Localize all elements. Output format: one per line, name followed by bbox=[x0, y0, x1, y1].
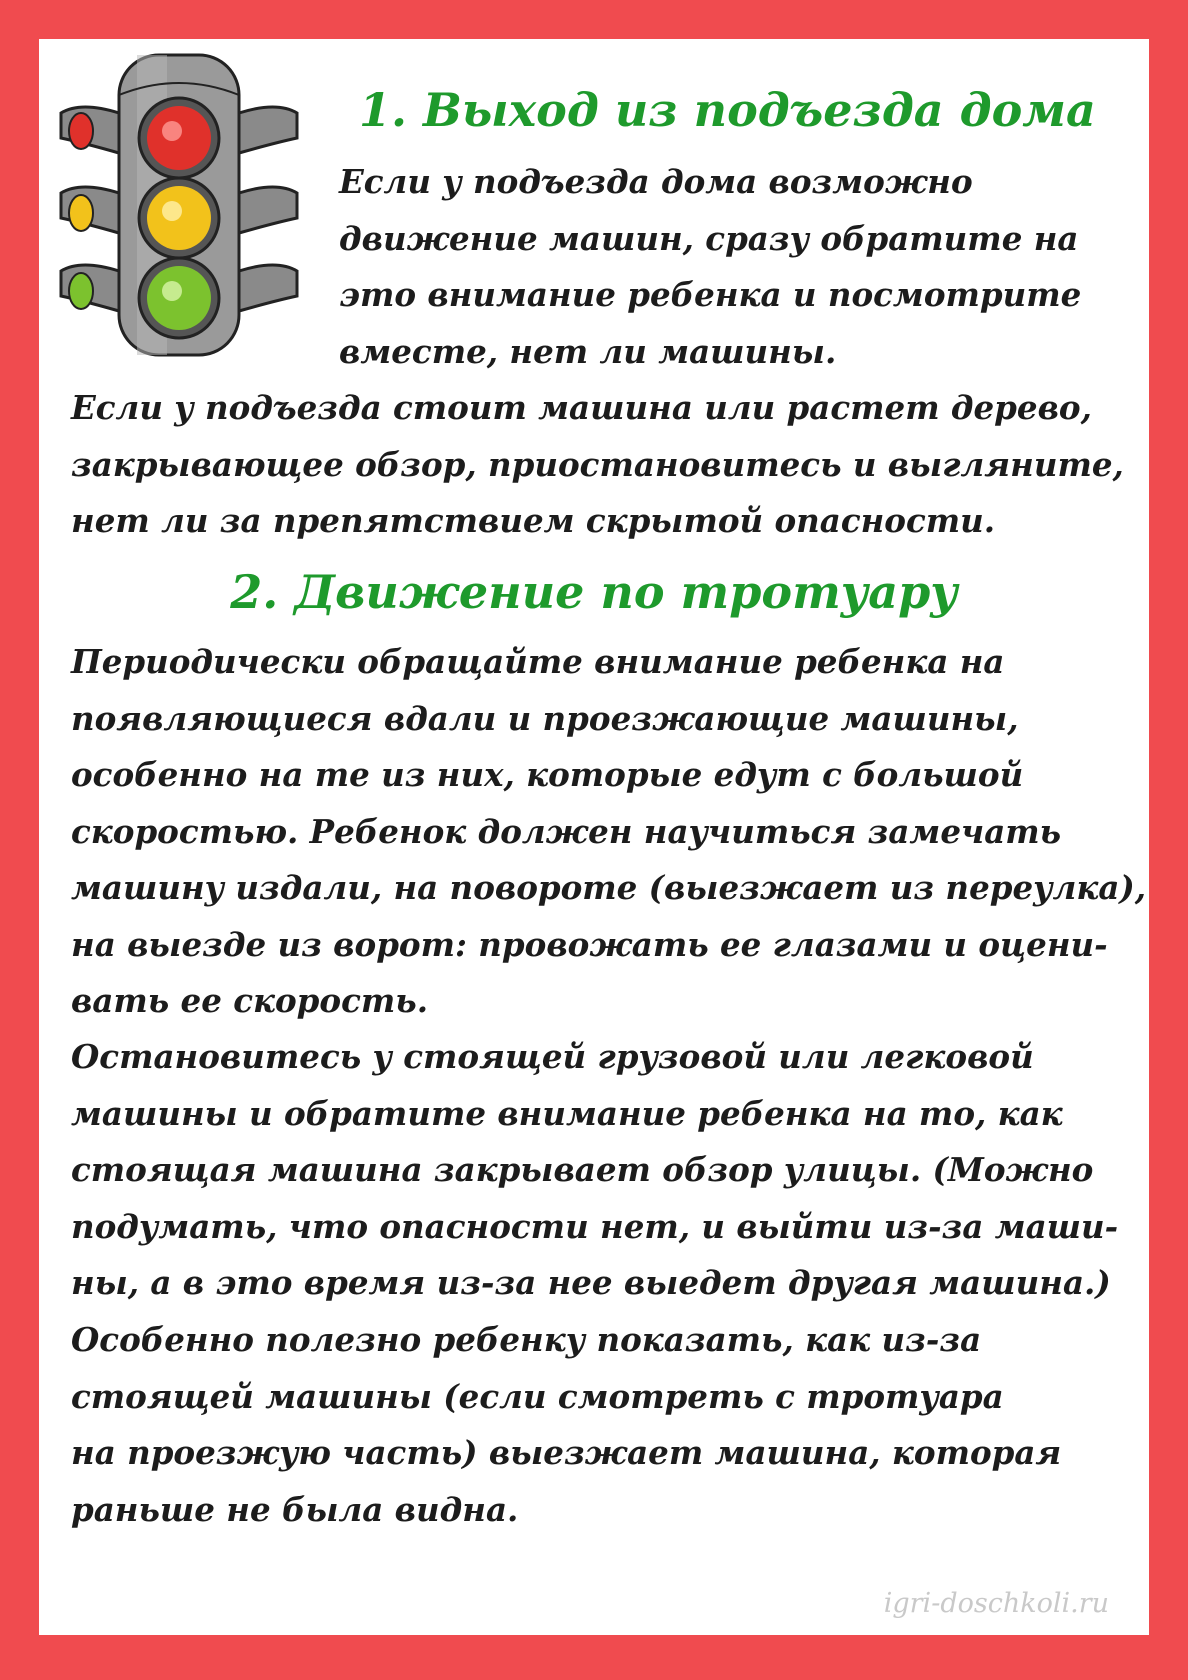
text-line: закрывающее обзор, приостановитесь и выгляните, bbox=[71, 444, 1124, 484]
text-line: Если у подъезда стоит машина или растет дерево, bbox=[71, 388, 1092, 427]
text-line: Периодически обращайте внимание ребенка на bbox=[71, 642, 1005, 681]
text-line: вместе, нет ли машины. bbox=[339, 331, 837, 371]
section-2-paragraph-2 bbox=[71, 1029, 1118, 1312]
text-line: подумать, что опасности нет, и выйти из-за маши- bbox=[71, 1206, 1119, 1246]
traffic-light-icon bbox=[59, 53, 299, 363]
section-1-title: 1. Выход из подъезда дома bbox=[359, 83, 1096, 137]
section-2-paragraph-3 bbox=[71, 1312, 1061, 1538]
text-line: машину издали, на повороте (выезжает из переулка), bbox=[71, 868, 1147, 907]
text-line: на выезде из ворот: провожать ее глазами и оцени- bbox=[71, 924, 1108, 964]
text-line: Если у подъезда дома возможно bbox=[339, 162, 973, 201]
text-line: стоящая машина закрывает обзор улицы. (Можно bbox=[71, 1150, 1094, 1189]
text-line: Особенно полезно ребенку показать, как из-за bbox=[71, 1320, 982, 1359]
site-watermark: igri-doschkoli.ru bbox=[883, 1588, 1109, 1619]
text-line: особенно на те из них, которые едут с большой bbox=[71, 755, 1024, 794]
text-line: появляющиеся вдали и проезжающие машины, bbox=[71, 698, 1019, 738]
section-1-paragraph-2 bbox=[71, 380, 1124, 550]
text-line: ны, а в это время из-за нее выедет другая машина.) bbox=[71, 1263, 1111, 1302]
poster-sheet bbox=[39, 39, 1149, 1635]
text-line: Остановитесь у стоящей грузовой или легковой bbox=[71, 1037, 1034, 1076]
text-line: на проезжую часть) выезжает машина, которая bbox=[71, 1433, 1062, 1472]
text-line: скоростью. Ребенок должен научиться замечать bbox=[71, 811, 1062, 851]
section-2-title: 2. Движение по тротуару bbox=[230, 565, 958, 619]
text-line: нет ли за препятствием скрытой опасности. bbox=[71, 501, 996, 540]
section-2-paragraph-1 bbox=[71, 634, 1146, 1030]
text-line: это внимание ребенка и посмотрите bbox=[339, 275, 1082, 314]
text-line: раньше не была видна. bbox=[71, 1489, 519, 1529]
text-line: движение машин, сразу обратите на bbox=[339, 218, 1079, 258]
text-line: стоящей машины (если смотреть с тротуара bbox=[71, 1376, 1004, 1416]
text-line: вать ее скорость. bbox=[71, 981, 429, 1020]
text-line: машины и обратите внимание ребенка на то, как bbox=[71, 1093, 1063, 1133]
section-1-paragraph-1 bbox=[339, 154, 1081, 380]
